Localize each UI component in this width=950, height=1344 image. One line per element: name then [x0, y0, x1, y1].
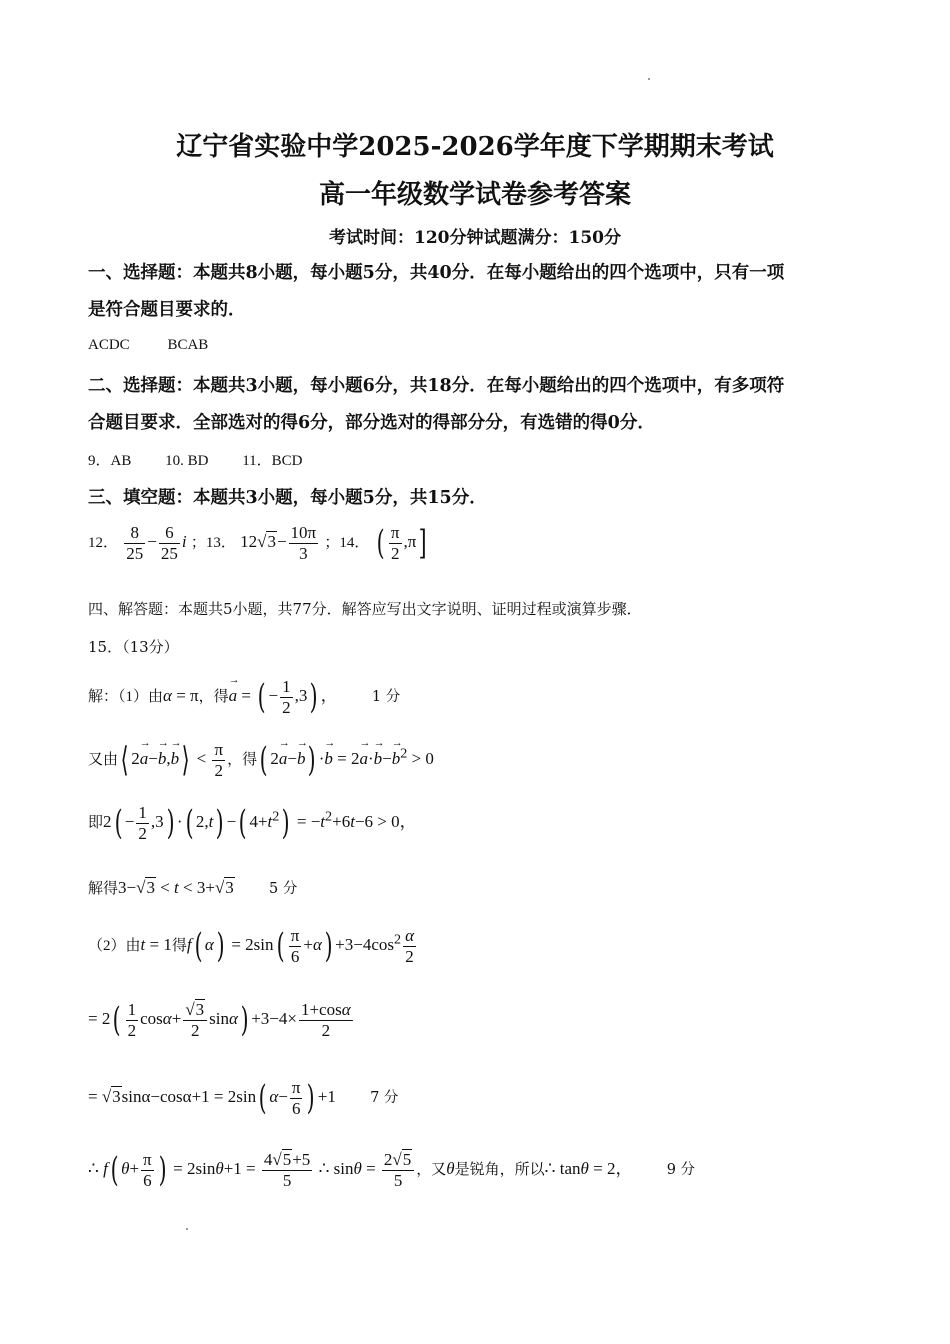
step3-prefix: 即 — [88, 814, 104, 831]
page-subtitle: 高一年级数学试卷参考答案 — [318, 180, 631, 210]
score-7: 7 分 — [370, 1089, 399, 1106]
step2-prefix: 又由 — [88, 751, 119, 768]
page-title: 辽宁省实验中学2025-2026学年度下学期期末考试 — [176, 132, 774, 162]
speck — [648, 78, 650, 80]
section1-heading: 一、选择题：本题共8小题，每小题5分，共40分．在每小题给出的四个选项中，只有一项 — [88, 263, 785, 283]
section4-heading: 四、解答题：本题共5小题，共77分．解答应写出文字说明、证明过程或演算步骤． — [88, 600, 642, 618]
section1-answers — [88, 337, 208, 354]
answers-group-a: ACDC — [88, 337, 130, 353]
step8-mid: ，又 — [416, 1161, 447, 1178]
solution-step-7: = √3sinα−cosα+1 = 2sin( α− $\frac{\pi}{6}$ ) +1 7 分 — [88, 1078, 399, 1119]
step5-mid: 得 — [171, 937, 187, 954]
step4-prefix: 解得 — [88, 881, 119, 897]
score-5: 5 分 — [269, 881, 298, 897]
section3-heading: 三、填空题：本题共3小题，每小题5分，共15分． — [88, 488, 487, 508]
q13-label: ；13． — [190, 534, 236, 551]
score-1: 1 分 — [371, 688, 401, 705]
q15-label: 15．（13分） — [88, 638, 179, 656]
section2-heading: 二、选择题：本题共3小题，每小题6分，共18分．在每小题给出的四个选项中，有多项符 — [88, 376, 785, 396]
section2-heading-cont: 合题目要求．全部选对的得6分，部分选对的得部分分，有选错的得0分． — [88, 413, 655, 433]
step1-mid: ，得 — [198, 688, 229, 705]
section1-heading-cont: 是符合题目要求的． — [88, 300, 246, 320]
step2-mid: ，得 — [227, 751, 258, 768]
step5-prefix: （2）由 — [88, 937, 141, 954]
solution-step-8: ∴ f( θ+ $\frac{\pi}{6}$ ) = 2sinθ+1 = $\frac{4√5+5}{5}$ ∴ sinθ = $\frac{2√5}{5}$ ，又θ是锐角，所以∴ tanθ = 2， 9 分 — [88, 1150, 696, 1191]
speck — [186, 1228, 188, 1230]
solution-step-3: 即2( − $\frac{1}{2}$ ,3) ·( 2,t) −( $4+t^2) = -t^2+6t-6 > 0$， — [88, 803, 417, 844]
q12-label: 12． — [88, 534, 119, 551]
section2-answers — [88, 449, 302, 470]
q14-label: ；14． — [324, 534, 370, 551]
fill-in-answers: 12． $\frac{8}{25}$ − $\frac{6}{25}$ i ；13． 12√3− $\frac{10\pi}{3}$ ；14． ( $\frac{\pi}{2}$ ,π] — [88, 523, 427, 564]
solution-step-6: = 2( $\frac{1}{2}$ cosα+ $\frac{√3}{2}$ sinα) +3−4× $\frac{1+\cos\alpha}{2}$ — [88, 1000, 351, 1041]
solution-step-1: 解：（1）由α = π，得→ a = ( − $\frac{1}{2}$ ,3) ， 1 分 — [88, 677, 400, 717]
score-9: 9 分 — [666, 1161, 696, 1178]
answer-q9: 9．AB — [88, 453, 132, 469]
answer-q10: 10. BD — [165, 453, 209, 469]
answers-group-b: BCAB — [167, 337, 209, 353]
step1-prefix: 解：（1）由 — [88, 688, 164, 705]
answer-q11: 11．BCD — [242, 453, 303, 469]
step8-mid2: 是锐角，所以 — [454, 1161, 545, 1178]
solution-step-2: 又由⟨ 2→ a−→ b,→ b⟩ < $\frac{\pi}{2}$ ，得( $2\to a-\to b) \cdot\to b = 2\to a\cdot\to b-\to b^2 > 0$ — [88, 740, 434, 780]
solution-step-4: 解得3−√3 < t < 3+√3 5 分 — [88, 878, 298, 897]
exam-info: 考试时间：120分钟试题满分：150分 — [329, 228, 621, 248]
solution-step-5: （2）由t = 1得f( α) = 2sin( $\frac{\pi}{6}$ $+\alpha) +3-4\cos^2$ $\frac{\alpha}{2}$ — [88, 926, 415, 967]
